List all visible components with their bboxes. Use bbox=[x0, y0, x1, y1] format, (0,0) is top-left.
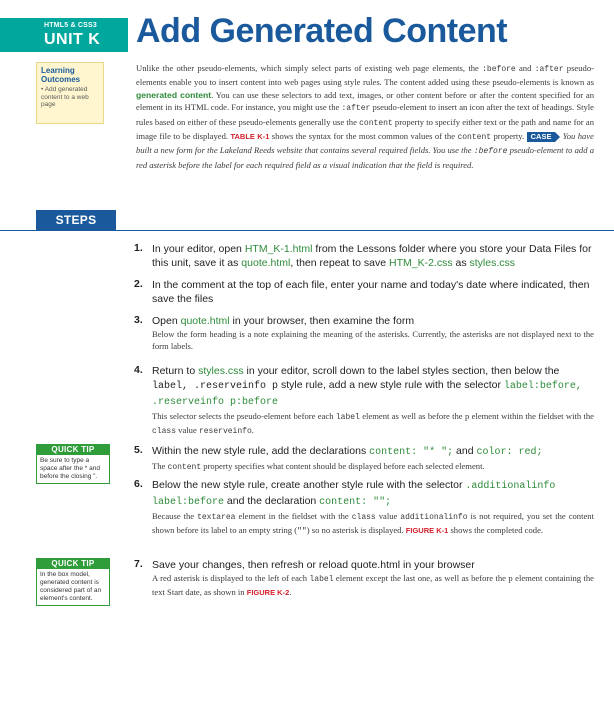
step-number: 2. bbox=[134, 278, 143, 290]
step-instruction bbox=[152, 444, 594, 460]
sub-text: A red asterisk is displayed to the left of each bbox=[152, 573, 310, 583]
file-name: quote.html bbox=[241, 257, 291, 269]
step-number: 6. bbox=[134, 478, 143, 490]
step-number: 1. bbox=[134, 242, 143, 254]
sub-text: The bbox=[152, 461, 168, 471]
outcomes-heading bbox=[41, 66, 99, 84]
step-text: and the declaration bbox=[224, 495, 320, 507]
step-text: in your editor, scroll down to the label styles section, then below the bbox=[243, 365, 560, 377]
sub-code: reserveinfo bbox=[198, 427, 252, 436]
step-instruction bbox=[152, 364, 594, 410]
intro-text: property. bbox=[491, 131, 527, 142]
step-text: style rule, add a new style rule with the selector bbox=[278, 379, 504, 391]
code-declaration: color: red; bbox=[476, 447, 543, 458]
sub-code: class bbox=[152, 427, 177, 436]
step-4 bbox=[134, 364, 594, 438]
step-text: Open bbox=[152, 315, 181, 327]
learning-outcomes-box bbox=[36, 62, 104, 124]
intro-text: Unlike the other pseudo-elements, which simply select parts of existing web page elements, the bbox=[136, 63, 483, 73]
quick-tip-1 bbox=[36, 444, 110, 484]
step-text: and bbox=[453, 445, 477, 457]
step-text: Within the new style rule, add the declarations bbox=[152, 445, 370, 457]
step-explanation bbox=[152, 410, 594, 438]
step-text: as bbox=[452, 257, 470, 269]
step-instruction bbox=[152, 478, 594, 510]
step-3 bbox=[134, 314, 594, 352]
quick-tip-2 bbox=[36, 558, 110, 606]
case-tag: CASE bbox=[527, 132, 556, 142]
step-2 bbox=[134, 278, 594, 306]
step-text: from the Lessons folder where you store your Data Files for this unit, save it as bbox=[152, 243, 592, 269]
sub-code: label bbox=[309, 575, 334, 584]
sub-text: ) so no asterisk is displayed. bbox=[306, 525, 406, 535]
step-text: Below the new style rule, create another style rule with the selector bbox=[152, 479, 466, 491]
figure-reference: FIGURE K-2 bbox=[246, 588, 290, 597]
step-7 bbox=[134, 558, 594, 599]
steps-divider bbox=[0, 230, 614, 231]
file-name: styles.css bbox=[469, 257, 516, 269]
sub-code: content bbox=[167, 463, 202, 472]
intro-text: . You can use these selectors to add text, images, or other content before or after the content specified for an element in its HTML code. For instance, you might use the bbox=[136, 89, 594, 113]
series-label: HTML5 & CSS3 bbox=[44, 22, 97, 29]
code-selector: label, .reserveinfo p bbox=[152, 381, 279, 392]
step-6 bbox=[134, 478, 594, 538]
case-code: :before bbox=[473, 147, 508, 157]
step-explanation bbox=[152, 510, 594, 538]
file-name: HTM_K-2.css bbox=[388, 257, 453, 269]
quick-tip-text: In the box model, generated content is considered part of an element's content. bbox=[36, 569, 110, 606]
step-explanation bbox=[152, 460, 594, 474]
quick-tip-heading: QUICK TIP bbox=[36, 558, 110, 569]
step-instruction bbox=[152, 242, 594, 270]
sub-code: additionalinfo bbox=[400, 513, 468, 522]
code-before: :before bbox=[482, 65, 516, 74]
code-after: :after bbox=[534, 65, 564, 74]
sub-text: . bbox=[289, 587, 292, 597]
code-selector: label:before, .reserveinfo p:before bbox=[152, 381, 582, 408]
step-explanation bbox=[152, 572, 594, 599]
case-text: You have built a new form for the Lakeland Reeds website that contains several required fields. You use the bbox=[136, 131, 594, 156]
outcomes-item: • Add generated content to a web page bbox=[41, 86, 89, 108]
sub-text: property specifies what content should be displayed before each selected element. bbox=[201, 461, 485, 471]
step-text: , then repeat to save bbox=[290, 257, 389, 269]
step-explanation: Below the form heading is a note explaining the meaning of the asterisks. Currently, the asterisks are not displayed next to the form labels. bbox=[152, 329, 594, 351]
sub-text: element as well as before the p element within the fieldset with the bbox=[359, 411, 594, 421]
step-number: 5. bbox=[134, 444, 143, 456]
step-text: Return to bbox=[152, 365, 199, 377]
unit-tab bbox=[36, 18, 128, 52]
sub-code: label bbox=[335, 413, 360, 422]
step-5 bbox=[134, 444, 594, 474]
step-number: 3. bbox=[134, 314, 143, 326]
outcomes-heading-line1: Learning bbox=[41, 66, 75, 75]
step-instruction bbox=[152, 314, 594, 328]
intro-text: pseudo-elements enable you to insert content into web pages using style rules. The content added using these pseudo-elements is known as bbox=[136, 63, 594, 88]
header-accent-bar bbox=[0, 18, 36, 52]
outcomes-heading-line2: Outcomes bbox=[41, 75, 81, 84]
step-instruction: Save your changes, then refresh or reload quote.html in your browser bbox=[152, 559, 475, 571]
case-text: pseudo-element to add a red asterisk before the label for each required field as a visual indication that the field is required. bbox=[136, 145, 594, 170]
sub-text: Because the bbox=[152, 511, 198, 521]
table-reference: TABLE K-1 bbox=[230, 132, 270, 142]
sub-text: element in the fieldset with the bbox=[235, 511, 352, 521]
sub-text: . bbox=[251, 425, 254, 435]
quick-tip-text: Be sure to type a space after the * and before the closing ". bbox=[36, 455, 110, 484]
code-declaration: content: "* "; bbox=[369, 447, 454, 458]
sub-code: class bbox=[351, 513, 376, 522]
sub-text: shows the completed code. bbox=[448, 525, 544, 535]
step-number: 4. bbox=[134, 364, 143, 376]
sub-code: "" bbox=[297, 527, 307, 536]
step-1 bbox=[134, 242, 594, 270]
code-declaration: content: ""; bbox=[319, 497, 392, 508]
step-number: 7. bbox=[134, 558, 143, 570]
intro-text: and bbox=[515, 63, 535, 73]
sub-text: is not required, you set the content shown before its label to an empty string ( bbox=[152, 511, 594, 535]
unit-label: UNIT K bbox=[44, 31, 101, 48]
sub-text: This selector selects the pseudo-element before each bbox=[152, 411, 336, 421]
code-selector: .additionalinfo label:before bbox=[152, 481, 556, 508]
file-name: HTM_K-1.html bbox=[244, 243, 313, 255]
step-text: in your browser, then examine the form bbox=[229, 315, 415, 327]
key-term: generated content bbox=[136, 89, 212, 100]
steps-tab: STEPS bbox=[36, 210, 116, 230]
file-name: styles.css bbox=[198, 365, 244, 377]
intro-text: pseudo-element to insert an icon after the text of headings. Style rules based on either of these pseudo-elements generally use the bbox=[136, 102, 594, 127]
sub-text: value bbox=[176, 425, 199, 435]
file-name: quote.html bbox=[180, 315, 230, 327]
intro-text: property to specify either text or the path and name for an image file to be displayed. bbox=[136, 116, 595, 142]
code-content: content bbox=[457, 133, 492, 143]
code-after: :after bbox=[341, 104, 371, 114]
intro-text: shows the syntax for the most common values of the bbox=[269, 131, 458, 142]
page-title: Add Generated Content bbox=[136, 12, 508, 50]
step-text: In your editor, open bbox=[152, 243, 245, 255]
sub-text: value bbox=[375, 511, 401, 521]
quick-tip-heading: QUICK TIP bbox=[36, 444, 110, 455]
sub-text: element except the last one, as well as before the p element containing the text Start date, as shown in bbox=[152, 573, 594, 597]
figure-reference: FIGURE K-1 bbox=[405, 526, 449, 535]
step-instruction: In the comment at the top of each file, enter your name and today's date where indicated, then save the files bbox=[152, 279, 590, 305]
intro-paragraph bbox=[136, 62, 594, 171]
sub-code: textarea bbox=[197, 513, 236, 522]
code-content: content bbox=[359, 118, 393, 128]
